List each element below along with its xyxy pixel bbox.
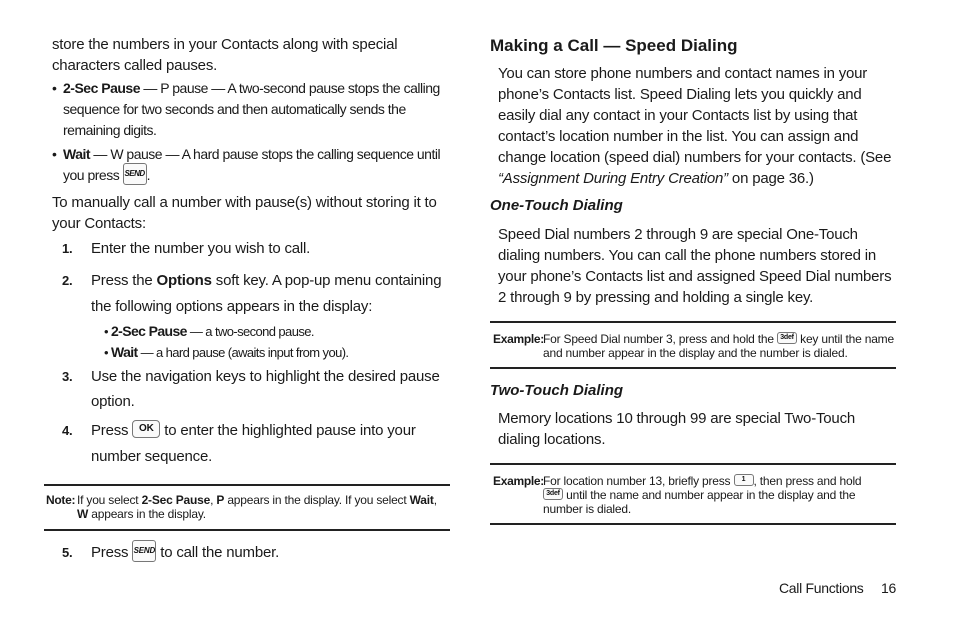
key-1-icon: 1 bbox=[734, 474, 754, 486]
two-touch-heading: Two-Touch Dialing bbox=[490, 382, 624, 399]
bullet-term: Wait bbox=[63, 146, 91, 162]
section-heading: Making a Call — Speed Dialing bbox=[490, 36, 738, 55]
paragraph-text: on page 36.) bbox=[727, 170, 814, 187]
footer-section-title: Call Functions bbox=[779, 580, 864, 596]
ok-key-icon: OK bbox=[132, 420, 160, 438]
example-label: Example: bbox=[493, 332, 544, 346]
step-text: Press the bbox=[91, 272, 157, 289]
intro-paragraph: store the numbers in your Contacts along with special characters called pauses. bbox=[52, 36, 398, 74]
options-softkey-label: Options bbox=[156, 272, 212, 289]
example-text: , then press and hold bbox=[753, 474, 862, 488]
step-number: 1. bbox=[62, 241, 73, 256]
step-text: Press bbox=[91, 544, 129, 561]
step-text: Use the navigation keys to highlight the desired pause option. bbox=[91, 368, 440, 410]
step-text: soft key. A pop-up menu containing the following options appears in the display: bbox=[91, 272, 442, 315]
page-number: 16 bbox=[881, 580, 896, 596]
two-touch-paragraph: Memory locations 10 through 99 are special Two-Touch dialing locations. bbox=[498, 410, 856, 448]
key-3-icon: 3def bbox=[543, 488, 563, 500]
bullet-text: — W pause — A hard pause stops the calling sequence until you press bbox=[63, 146, 441, 183]
step-text: to call the number. bbox=[160, 544, 280, 561]
speed-dialing-paragraph bbox=[498, 63, 898, 189]
note-bold: P bbox=[216, 493, 225, 507]
step-2 bbox=[62, 268, 452, 320]
example2-bottom-rule bbox=[490, 523, 896, 525]
note-bottom-rule bbox=[44, 529, 450, 531]
step-text: to enter the highlighted pause into your number sequence. bbox=[91, 422, 416, 465]
bullet-dot: • bbox=[52, 80, 57, 96]
one-touch-heading: One-Touch Dialing bbox=[490, 197, 623, 214]
step-number: 5. bbox=[62, 545, 73, 560]
bullet-wait bbox=[52, 144, 452, 187]
example-text: key until the name and number appear in the display and the number is dialed. bbox=[543, 332, 894, 360]
send-key-icon: SEND bbox=[132, 540, 156, 562]
step-3 bbox=[62, 364, 452, 414]
note-text: If you select bbox=[77, 493, 142, 507]
bullet-2sec-pause bbox=[52, 78, 452, 141]
subbullet-term: 2-Sec Pause bbox=[110, 323, 187, 339]
subbullet-wait bbox=[104, 343, 444, 362]
example1-bottom-rule bbox=[490, 367, 896, 369]
step-1 bbox=[62, 238, 452, 259]
step-number: 4. bbox=[62, 423, 73, 438]
example-text: For Speed Dial number 3, press and hold the bbox=[543, 332, 774, 346]
step-number: 3. bbox=[62, 369, 73, 384]
step-4 bbox=[62, 418, 452, 470]
example-text: For location number 13, briefly press bbox=[543, 474, 731, 488]
note-text: , bbox=[210, 493, 217, 507]
bullet-tail: . bbox=[146, 167, 150, 183]
send-key-icon: SEND bbox=[123, 163, 147, 185]
key-3-icon: 3def bbox=[777, 332, 797, 344]
bullet-text: — P pause — A two-second pause stops the calling sequence for two seconds and then automatically sends the remaining digits. bbox=[63, 80, 440, 138]
note-bold: Wait bbox=[409, 493, 434, 507]
paragraph-text: You can store phone numbers and contact names in your phone’s Contacts list. Speed Dialing lets you quickly and easily dial any contact in your Contacts list by using that contact’s location number in the list. You can assign and change location (speed dial) numbers for your contacts. (See bbox=[498, 65, 892, 166]
bullet-dot: • bbox=[104, 345, 111, 360]
step-text: Enter the number you wish to call. bbox=[91, 240, 311, 257]
note-label: Note: bbox=[46, 493, 76, 507]
note-box bbox=[46, 493, 452, 521]
subbullet-term: Wait bbox=[110, 344, 138, 360]
subbullet-2sec bbox=[104, 322, 444, 341]
note-bold: W bbox=[77, 507, 89, 521]
bullet-dot: • bbox=[104, 324, 111, 339]
one-touch-paragraph: Speed Dial numbers 2 through 9 are special One-Touch dialing numbers. You can call the phone numbers stored in your phone’s Contacts list and assigned Speed Dial numbers 2 through 9 by pressing and holding a single key. bbox=[498, 226, 892, 306]
bullet-dot: • bbox=[52, 146, 57, 162]
subbullet-text: — a hard pause (awaits input from you). bbox=[137, 345, 349, 360]
example1-box bbox=[493, 332, 897, 360]
page-reference: “Assignment During Entry Creation” bbox=[498, 170, 728, 187]
subbullet-text: — a two-second pause. bbox=[186, 324, 314, 339]
example2-box bbox=[493, 474, 897, 516]
manual-call-paragraph: To manually call a number with pause(s) without storing it to your Contacts: bbox=[52, 194, 437, 232]
step-5 bbox=[62, 542, 452, 564]
example1-top-rule bbox=[490, 321, 896, 323]
bullet-term: 2-Sec Pause bbox=[63, 80, 140, 96]
step-number: 2. bbox=[62, 273, 73, 288]
example-text: until the name and number appear in the display and the number is dialed. bbox=[543, 488, 856, 516]
example2-top-rule bbox=[490, 463, 896, 465]
example-label: Example: bbox=[493, 474, 544, 488]
note-text: appears in the display. If you select bbox=[224, 493, 410, 507]
note-text: , bbox=[433, 493, 437, 507]
note-bold: 2-Sec Pause bbox=[141, 493, 211, 507]
step-text: Press bbox=[91, 422, 129, 439]
note-text: appears in the display. bbox=[88, 507, 206, 521]
note-top-rule bbox=[44, 484, 450, 486]
